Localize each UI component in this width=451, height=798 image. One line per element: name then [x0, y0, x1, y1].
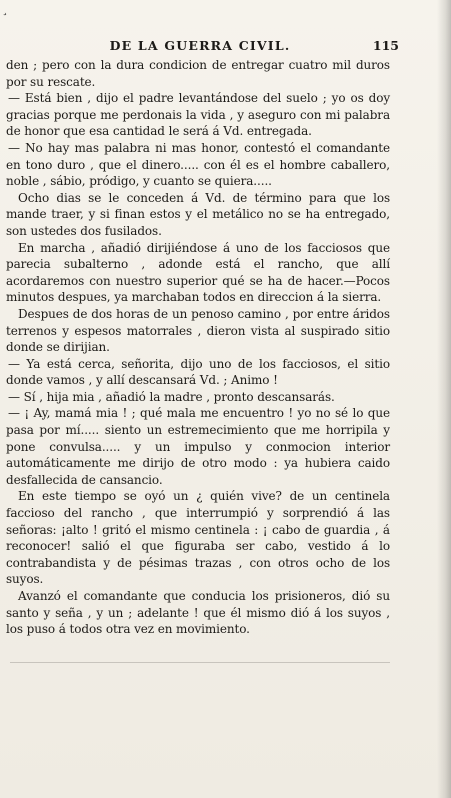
- paragraph: — Está bien , dijo el padre levantándose del suelo ; yo os doy gracias porque me perdonais la vida , y aseguro con mi palabra de honor que esa cantidad le será á Vd. entregada.: [6, 91, 390, 139]
- paragraph: den ; pero con la dura condicion de entregar cuatro mil duros por su rescate.: [6, 58, 390, 89]
- paragraph: En marcha , añadió dirijiéndose á uno de los facciosos que parecia subalterno , adonde está el rancho, que allí acordaremos con nuestro superior qué se ha de hacer.—Pocos minutos despues, ya marchaban todos en direccion á la sierra.: [6, 240, 390, 305]
- corner-mark: ¸: [2, 2, 8, 16]
- page-number: 115: [372, 38, 399, 53]
- bleed-through-rule: [10, 662, 390, 663]
- paragraph: — Sí , hija mia , añadió la madre , pronto descansarás.: [8, 389, 335, 404]
- paragraph: Despues de dos horas de un penoso camino , por entre áridos terrenos y espesos matorrales , dieron vista al suspirado sitio donde se dirijian.: [6, 306, 390, 355]
- paragraph: En este tiempo se oyó un ¿ quién vive? de un centinela faccioso del rancho , que interrumpió y sorprendió á las señoras: ¡alto ! gritó el mismo centinela : ¡ cabo de guardia , á reconocer! salió el que figuraba ser cabo, vestido á lo contrabandista y de pésimas trazas , con otros ocho de los suyos.: [6, 489, 390, 587]
- paragraph: — ¡ Ay, mamá mia ! ; qué mala me encuentro ! yo no sé lo que pasa por mí..... siento un estremecimiento que me horripila y pone convulsa..... y un impulso y conmocion interior automáticamente me dirijo de otro modo : ya hubiera caido desfallecida de cansancio.: [6, 406, 390, 487]
- body-text: [6, 57, 390, 638]
- page-spine-shadow: [437, 0, 451, 798]
- running-title: DE LA GUERRA CIVIL.: [109, 38, 291, 53]
- running-header: [0, 38, 451, 58]
- paragraph: Avanzó el comandante que conducia los prisioneros, dió su santo y seña , y un ; adelante ! que él mismo dió á los suyos , los puso á todos otra vez en movimiento.: [6, 589, 390, 637]
- paragraph: Ocho dias se le conceden á Vd. de término para que los mande traer, y si finan estos y el metálico no se ha entregado, son ustedes dos fusilados.: [6, 190, 390, 238]
- paragraph: — No hay mas palabra ni mas honor, contestó el comandante en tono duro , que el dinero..... con él es el hombre caballero, noble , sábio, pródigo, y cuanto se quiera.....: [6, 140, 390, 189]
- paragraph: — Ya está cerca, señorita, dijo uno de los facciosos, el sitio donde vamos , y allí descansará Vd. ; Animo !: [6, 356, 390, 388]
